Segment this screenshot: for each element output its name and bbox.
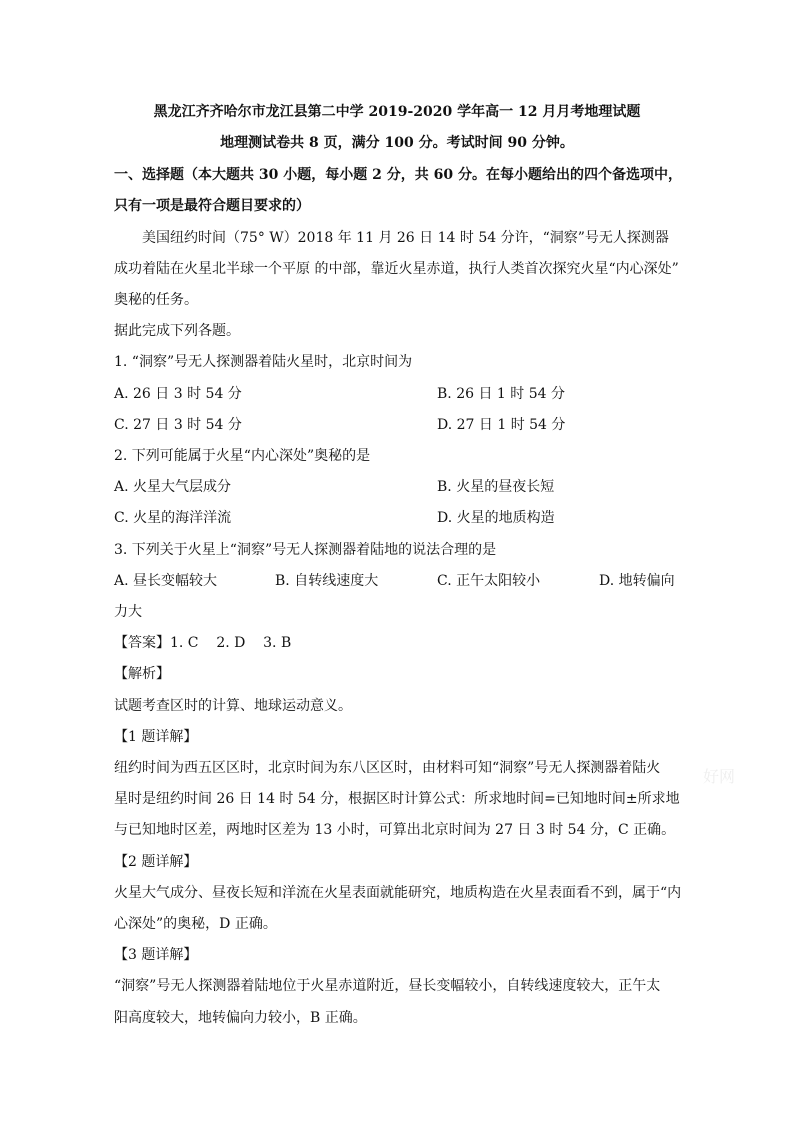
detail-label: 【1 题详解】 <box>114 729 198 745</box>
answer-row <box>114 633 291 653</box>
passage-line: 奥秘的任务。 <box>114 292 198 308</box>
passage-line: 成功着陆在火星北半球一个平原 的中部，靠近火星赤道，执行人类首次探究火星“内心深处” <box>114 261 679 277</box>
option-c: C. 火星的海洋洋流 <box>114 510 232 526</box>
detail-line: 阳高度较大，地转偏向力较小，B 正确。 <box>114 1010 367 1026</box>
option-d: D. 27 日 1 时 54 分 <box>437 417 566 433</box>
detail-line: 火星大气成分、昼夜长短和洋流在火星表面就能研究，地质构造在火星表面看不到，属于“内 <box>114 885 682 901</box>
section-heading-cont: 只有一项是最符合题目要求的） <box>114 198 310 214</box>
option-a: A. 火星大气层成分 <box>114 479 232 495</box>
detail-label: 【3 题详解】 <box>114 947 198 963</box>
detail-line: 星时是纽约时间 26 日 14 时 54 分，根据区时计算公式：所求地时间=已知地时间±所求地 <box>114 791 680 807</box>
option-d-continuation: 力大 <box>114 604 142 620</box>
detail-line: 纽约时间为西五区区时，北京时间为东八区区时，由材料可知“洞察”号无人探测器着陆火 <box>114 760 661 776</box>
passage-line: 美国纽约时间（75° W）2018 年 11 月 26 日 14 时 54 分许，“洞察”号无人探测器 <box>142 230 669 246</box>
page-title: 黑龙江齐齐哈尔市龙江县第二中学 2019-2020 学年高一 12 月月考地理试题 <box>153 104 641 120</box>
section-heading: 一、选择题（本大题共 30 小题，每小题 2 分，共 60 分。在每小题给出的四个备选项中， <box>114 167 682 183</box>
question-stem: 1. “洞察”号无人探测器着陆火星时，北京时间为 <box>114 354 413 370</box>
question-stem: 2. 下列可能属于火星“内心深处”奥秘的是 <box>114 448 371 464</box>
option-a: A. 昼长变幅较大 <box>114 573 218 589</box>
option-c: C. 27 日 3 时 54 分 <box>114 417 242 433</box>
instruction: 据此完成下列各题。 <box>114 323 240 339</box>
page-subtitle: 地理测试卷共 8 页，满分 100 分。考试时间 90 分钟。 <box>220 135 574 151</box>
option-d: D. 地转偏向 <box>599 573 675 589</box>
option-c: C. 正午太阳较小 <box>437 573 541 589</box>
detail-line: 与已知地时区差，两地时区差为 13 小时，可算出北京时间为 27 日 3 时 54 分，C 正确。 <box>114 822 676 838</box>
option-b: B. 26 日 1 时 54 分 <box>437 386 565 402</box>
option-d: D. 火星的地质构造 <box>437 510 555 526</box>
analysis-label: 【解析】 <box>114 666 170 682</box>
option-b: B. 自转线速度大 <box>275 573 379 589</box>
detail-line: 心深处”的奥秘，D 正确。 <box>114 916 277 932</box>
answer-label: 【答案】 <box>114 635 170 651</box>
analysis-text: 试题考查区时的计算、地球运动意义。 <box>114 698 352 714</box>
option-b: B. 火星的昼夜长短 <box>437 479 555 495</box>
detail-label: 【2 题详解】 <box>114 854 198 870</box>
watermark: 好网 <box>703 767 736 786</box>
question-stem: 3. 下列关于火星上“洞察”号无人探测器着陆地的说法合理的是 <box>114 542 497 558</box>
option-a: A. 26 日 3 时 54 分 <box>114 386 242 402</box>
answer-text: 1. C 2. D 3. B <box>170 635 292 651</box>
detail-line: “洞察”号无人探测器着陆地位于火星赤道附近，昼长变幅较小，自转线速度较大，正午太 <box>114 978 661 994</box>
